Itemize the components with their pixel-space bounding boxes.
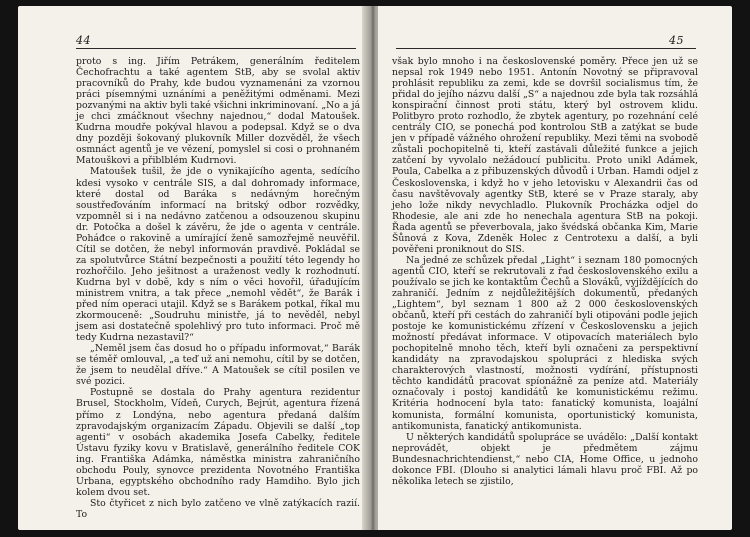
paragraph: U některých kandidátů spolupráce se uvádělo: „Další kontakt neprovádět, objekt je předmětem zájmu Bundesnachrichtendienst,“ nebo CIA, Home Office, u jednoho dokonce FBI. (Dlouho si analytici lámali hlavu proč FBI. Až po několika letech se zjistilo, <box>392 431 698 487</box>
paragraph: Na jedné ze schůzek předal „Light“ i seznam 180 pomocných agentů CIO, kteří se rekrutovali z řad československého exilu a používalo se jich ke kontaktům Čechů a Slováků, vyjíždějících do zahraničí. Jedním z nejdůležitějších dokumentů, předaných „Lightem“, byl seznam 1 800 až 2 000 československých občanů, kteří při cestách do zahraničí byli otipováni podle jejich postoje ke komunistickému zřízení v Československu a jejich možností předávat informace. V otipovacích materiálech bylo pochopitelně mnoho těch, kteří byli označeni za perspektivní kandidáty na zpravodajskou spolupráci z hlediska svých charakterových vlastností, možnosti vydírání, přístupnosti těchto kandidátů pracovat spíonážně za peníze atd. Materiály označovaly i postoj kandidátů ke komunistickému režimu. Kritéria hodnocení byla tato: fanatický komunista, loajální komunista, formální komunista, oportunistický komunista, antikomunista, fanatický antikomunista. <box>392 254 698 432</box>
header-rule-left <box>76 48 356 49</box>
paragraph: však bylo mnoho i na československé poměry. Přece jen už se nepsal rok 1949 nebo 1951. Antonín Novotný se připravoval prohlásit republiku za zemi, kde se dovršil socialismus tím, že přidal do jejího názvu další „S“ a najednou zde byla tak rozsáhlá konspirační činnost proti státu, který byl ostrovem klidu. Politbyro proto rozhodlo, že zbytek agentury, po rozehnání celé centrály CIO, se ponechá pod kontrolou StB a zatýkat se bude jen v případě vážného ohrožení republiky. Mezi těmi na svobodě zůstali pochopitelně ti, kteří zastávali důležité funkce a jejich zatčení by vyvolalo nežádoucí publicitu. Proto unikl Adámek, Poula, Cabelka a z přibuzenských důvodů i Urban. Hamdi odjel z Československa, i když ho v jeho letovisku v Alexandrii čas od času navštěvovaly agentky StB, které se v Praze staraly, aby jeho lože nikdy nevychladlo. Plukovník Procházka odjel do Rhodesie, ale ani zde ho nenechala agentura StB na pokoji. Řada agentů se převerbovala, jako švédská občanka Kim, Marie Šůnová z Kova, Zdeněk Holec z Centrotexu a další, a byli pověřeni proniknout do SIS. <box>392 56 698 255</box>
paragraph: Postupně se dostala do Prahy agentura rezidentur Brusel, Stockholm, Vídeň, Curych, Bejrút, agentura řízená přímo z Londýna, nebo agentura předaná dalším zpravodajským organizacím Západu. Objevili se další „top agenti“ v osobách akademika Josefa Cabelky, ředitele Ústavu fyziky kovu v Bratislavě, generálního ředitele COK ing. Františka Adámka, náměstka ministra zahraničního obchodu Pouly, synovce prezidenta Novotného Františka Urbana, egyptského obchodního rady Hamdiho. Bylo jich kolem dvou set. <box>76 387 360 498</box>
page-number-right: 45 <box>669 34 684 47</box>
left-page-text <box>76 56 360 520</box>
left-page <box>18 6 368 530</box>
header-rule-right <box>396 48 696 49</box>
paragraph: Matoušek tušil, že jde o vynikajícího agenta, sedícího kdesi vysoko v centrále SIS, a dal dohromady informace, které dostal od Baráka s nedávným horečným soustřeďováním informací na britský odbor rozvědky, vzpomněl si i na nedávno zatčenou a odsouzenou skupinu dr. Potočka a došel k závěru, že jde o agenta v centrále. Poháđce o rakovině a umírající ženě samozřejmě neuvěřil. Cítil se dotčen, že nebyl informován pravdivě. Pokládal se za spolutvůrce Státní bezpečnosti a použití této legendy ho rozhořčilo. Jeho ješitnost a uraženost vedly k rozhodnutí. Kudrna byl v době, kdy s ním o věci hovořil, úřadujícím ministrem vnitra, a tak přece „nemohl vědět“, že Barák i před ním operaci utajil. Když se s Barákem potkal, říkal mu zkormouceně: „Soudruhu ministře, já to nevěděl, nebyl jsem asi dostatečně spolehlivý pro tuto informaci. Proč mě tedy Kudrna nezastavil?“ <box>76 166 360 344</box>
page-number-left: 44 <box>76 34 91 47</box>
paragraph: Sto čtyřicet z nich bylo zatčeno ve vlně zatýkacích razií. To <box>76 497 360 520</box>
paragraph: „Neměl jsem čas dosud ho o případu informovat,“ Barák se téměř omlouval, „a teď už ani nemohu, cítil by se dotčen, že jsem to neudělal dříve.“ A Matoušek se cítil posilen ve své pozici. <box>76 343 360 388</box>
right-page <box>378 6 732 530</box>
right-page-text <box>392 56 698 487</box>
paragraph: proto s ing. Jiřím Petrákem, generálním ředitelem Čechofrachtu a také agentem StB, aby se svolal aktiv pracovníků do Prahy, kde budou vyznamenáni za vzornou práci písemnými uznáními a peněžitými odměnami. Mezi pozvanými na aktiv byli také všichni inkriminovaní. „No a já je chci zmáčknout všechny najednou,“ dodal Matoušek. Kudrna moudře pokýval hlavou a podepsal. Když se o dva dny později šokovaný plukovník Miller dozvěděl, že všech osmnáct agentů je ve vězení, pomyslel si cosi o prohnaném Matouškovi a přiblblém Kudrnovi. <box>76 56 360 167</box>
